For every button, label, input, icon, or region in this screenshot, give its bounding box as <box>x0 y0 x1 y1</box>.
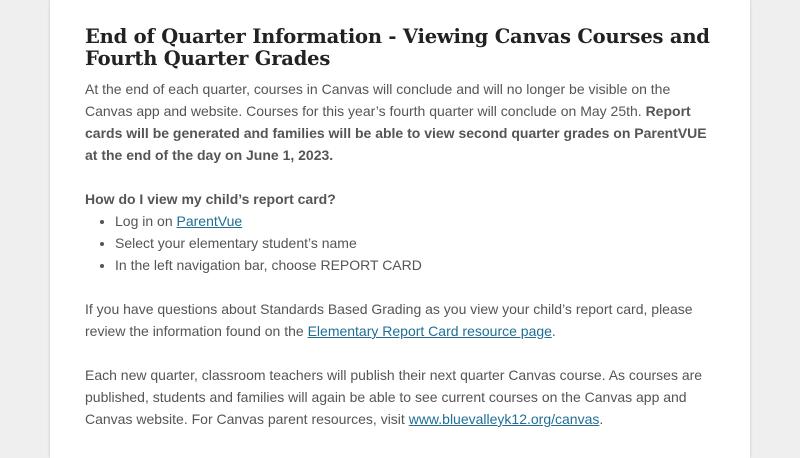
canvas-paragraph <box>85 364 720 430</box>
report-card-notice: Report cards will be generated and families will be able to view second quarter grades on ParentVUE at the end of the day on June 1, 2023. <box>85 103 707 163</box>
standards-paragraph <box>85 298 720 342</box>
newsletter-card <box>50 0 750 458</box>
canvas-resources-link[interactable]: www.bluevalleyk12.org/canvas <box>408 411 600 427</box>
parentvue-link[interactable]: ParentVue <box>176 213 243 229</box>
standards-text: If you have questions about Standards Based Grading as you view your child’s report card, please review the information found on the <box>85 301 693 339</box>
canvas-period: . <box>599 411 604 427</box>
step-log-in <box>115 210 720 232</box>
article-title: End of Quarter Information - Viewing Canvas Courses and Fourth Quarter Grades <box>85 25 710 70</box>
report-card-resource-link[interactable]: Elementary Report Card resource page <box>307 323 552 339</box>
intro-text: At the end of each quarter, courses in Canvas will conclude and will no longer be visible on the Canvas app and website. Courses for this year’s fourth quarter will conclude on May 25th. <box>85 81 671 119</box>
canvas-text: Each new quarter, classroom teachers will publish their next quarter Canvas course. As courses are published, students and families will again be able to see current courses on the Canvas app and Canvas website. For Canvas parent resources, visit <box>85 367 703 427</box>
standards-period: . <box>551 323 556 339</box>
step-select-student: • Select your elementary student’s name <box>115 232 720 254</box>
article-content <box>85 26 720 452</box>
step-report-card: • In the left navigation bar, choose REPORT CARD <box>115 254 720 276</box>
report-card-question: How do I view my child’s report card? <box>85 191 336 207</box>
report-card-steps <box>85 210 720 276</box>
intro-paragraph <box>85 78 720 166</box>
step-log-in-text: Log in on <box>115 213 177 229</box>
